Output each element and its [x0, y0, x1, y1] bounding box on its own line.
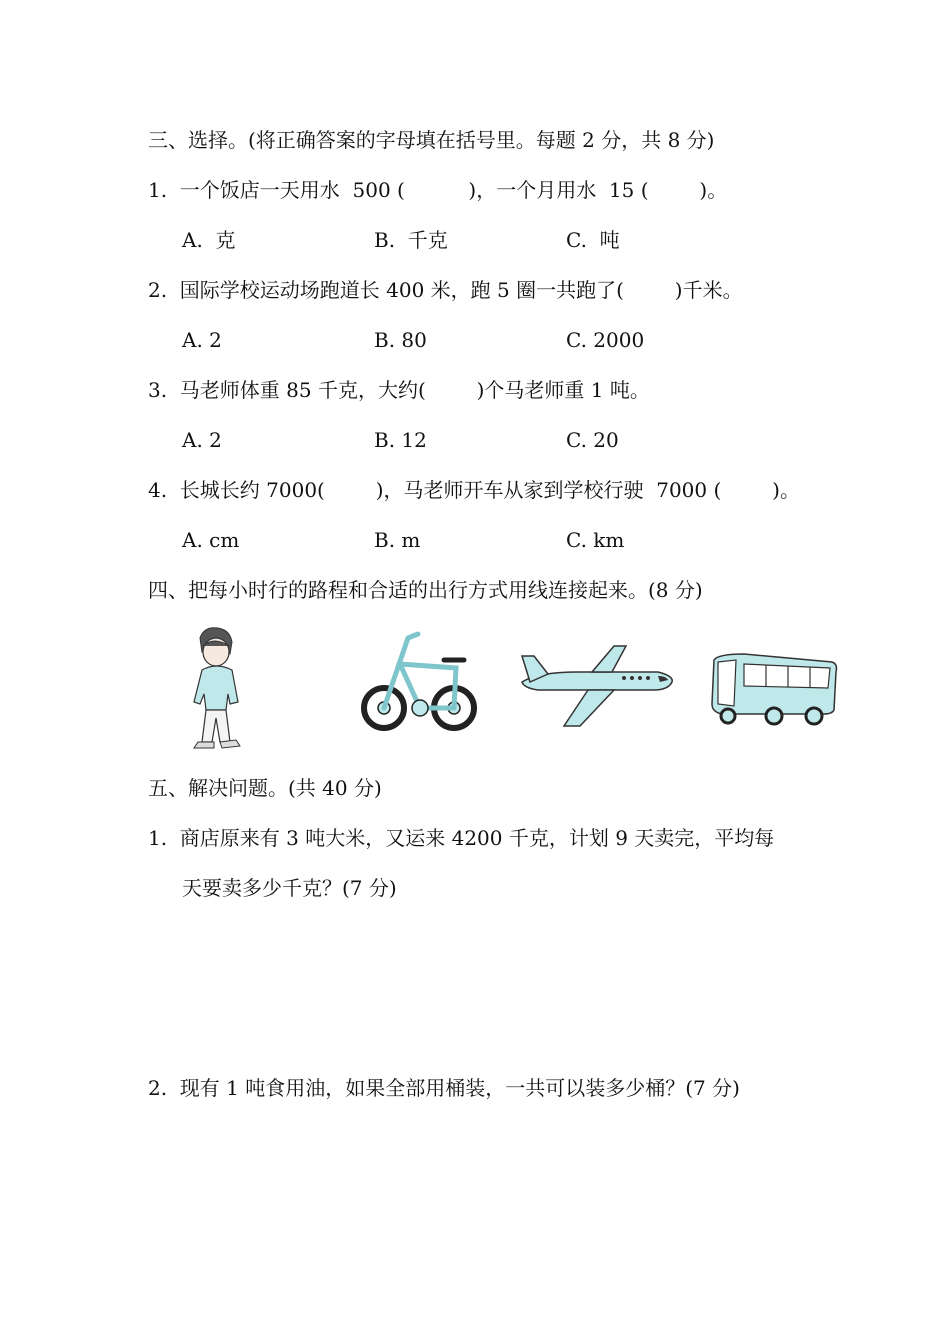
- q2-option-c: C. 2000: [566, 328, 645, 352]
- q3-option-b: B. 12: [374, 428, 427, 452]
- bicycle-picture: [360, 630, 480, 732]
- section5-heading: 五、解决问题。(共 40 分): [148, 776, 382, 800]
- section4-heading: 四、把每小时行的路程和合适的出行方式用线连接起来。(8 分): [148, 578, 703, 602]
- walking-boy-picture: [186, 624, 246, 752]
- section3-heading: 三、选择。(将正确答案的字母填在括号里。每题 2 分，共 8 分): [148, 128, 715, 152]
- q3-option-c: C. 20: [566, 428, 619, 452]
- q1-option-b: B. 千克: [374, 228, 448, 252]
- q3-option-a: A. 2: [182, 428, 222, 452]
- q4-option-b: B. m: [374, 528, 421, 552]
- q2-option-a: A. 2: [182, 328, 222, 352]
- problem-1-line-1: 1. 商店原来有 3 吨大米，又运来 4200 千克，计划 9 天卖完，平均每: [148, 826, 775, 850]
- bus-picture: [704, 652, 842, 726]
- q1-option-c: C. 吨: [566, 228, 620, 252]
- question-3: 3. 马老师体重 85 千克，大约( )个马老师重 1 吨。: [148, 378, 650, 402]
- q1-option-a: A. 克: [182, 228, 236, 252]
- problem-1-line-2: 天要卖多少千克？(7 分): [182, 876, 397, 900]
- question-2: 2. 国际学校运动场跑道长 400 米，跑 5 圈一共跑了( )千米。: [148, 278, 743, 302]
- q2-option-b: B. 80: [374, 328, 427, 352]
- question-1: 1. 一个饭店一天用水 500 ( )，一个月用水 15 ( )。: [148, 178, 728, 202]
- q4-option-c: C. km: [566, 528, 625, 552]
- question-4: 4. 长城长约 7000( )，马老师开车从家到学校行驶 7000 ( )。: [148, 478, 800, 502]
- airplane-picture: [518, 642, 676, 730]
- problem-2: 2. 现有 1 吨食用油，如果全部用桶装，一共可以装多少桶？(7 分): [148, 1076, 740, 1100]
- q4-option-a: A. cm: [182, 528, 240, 552]
